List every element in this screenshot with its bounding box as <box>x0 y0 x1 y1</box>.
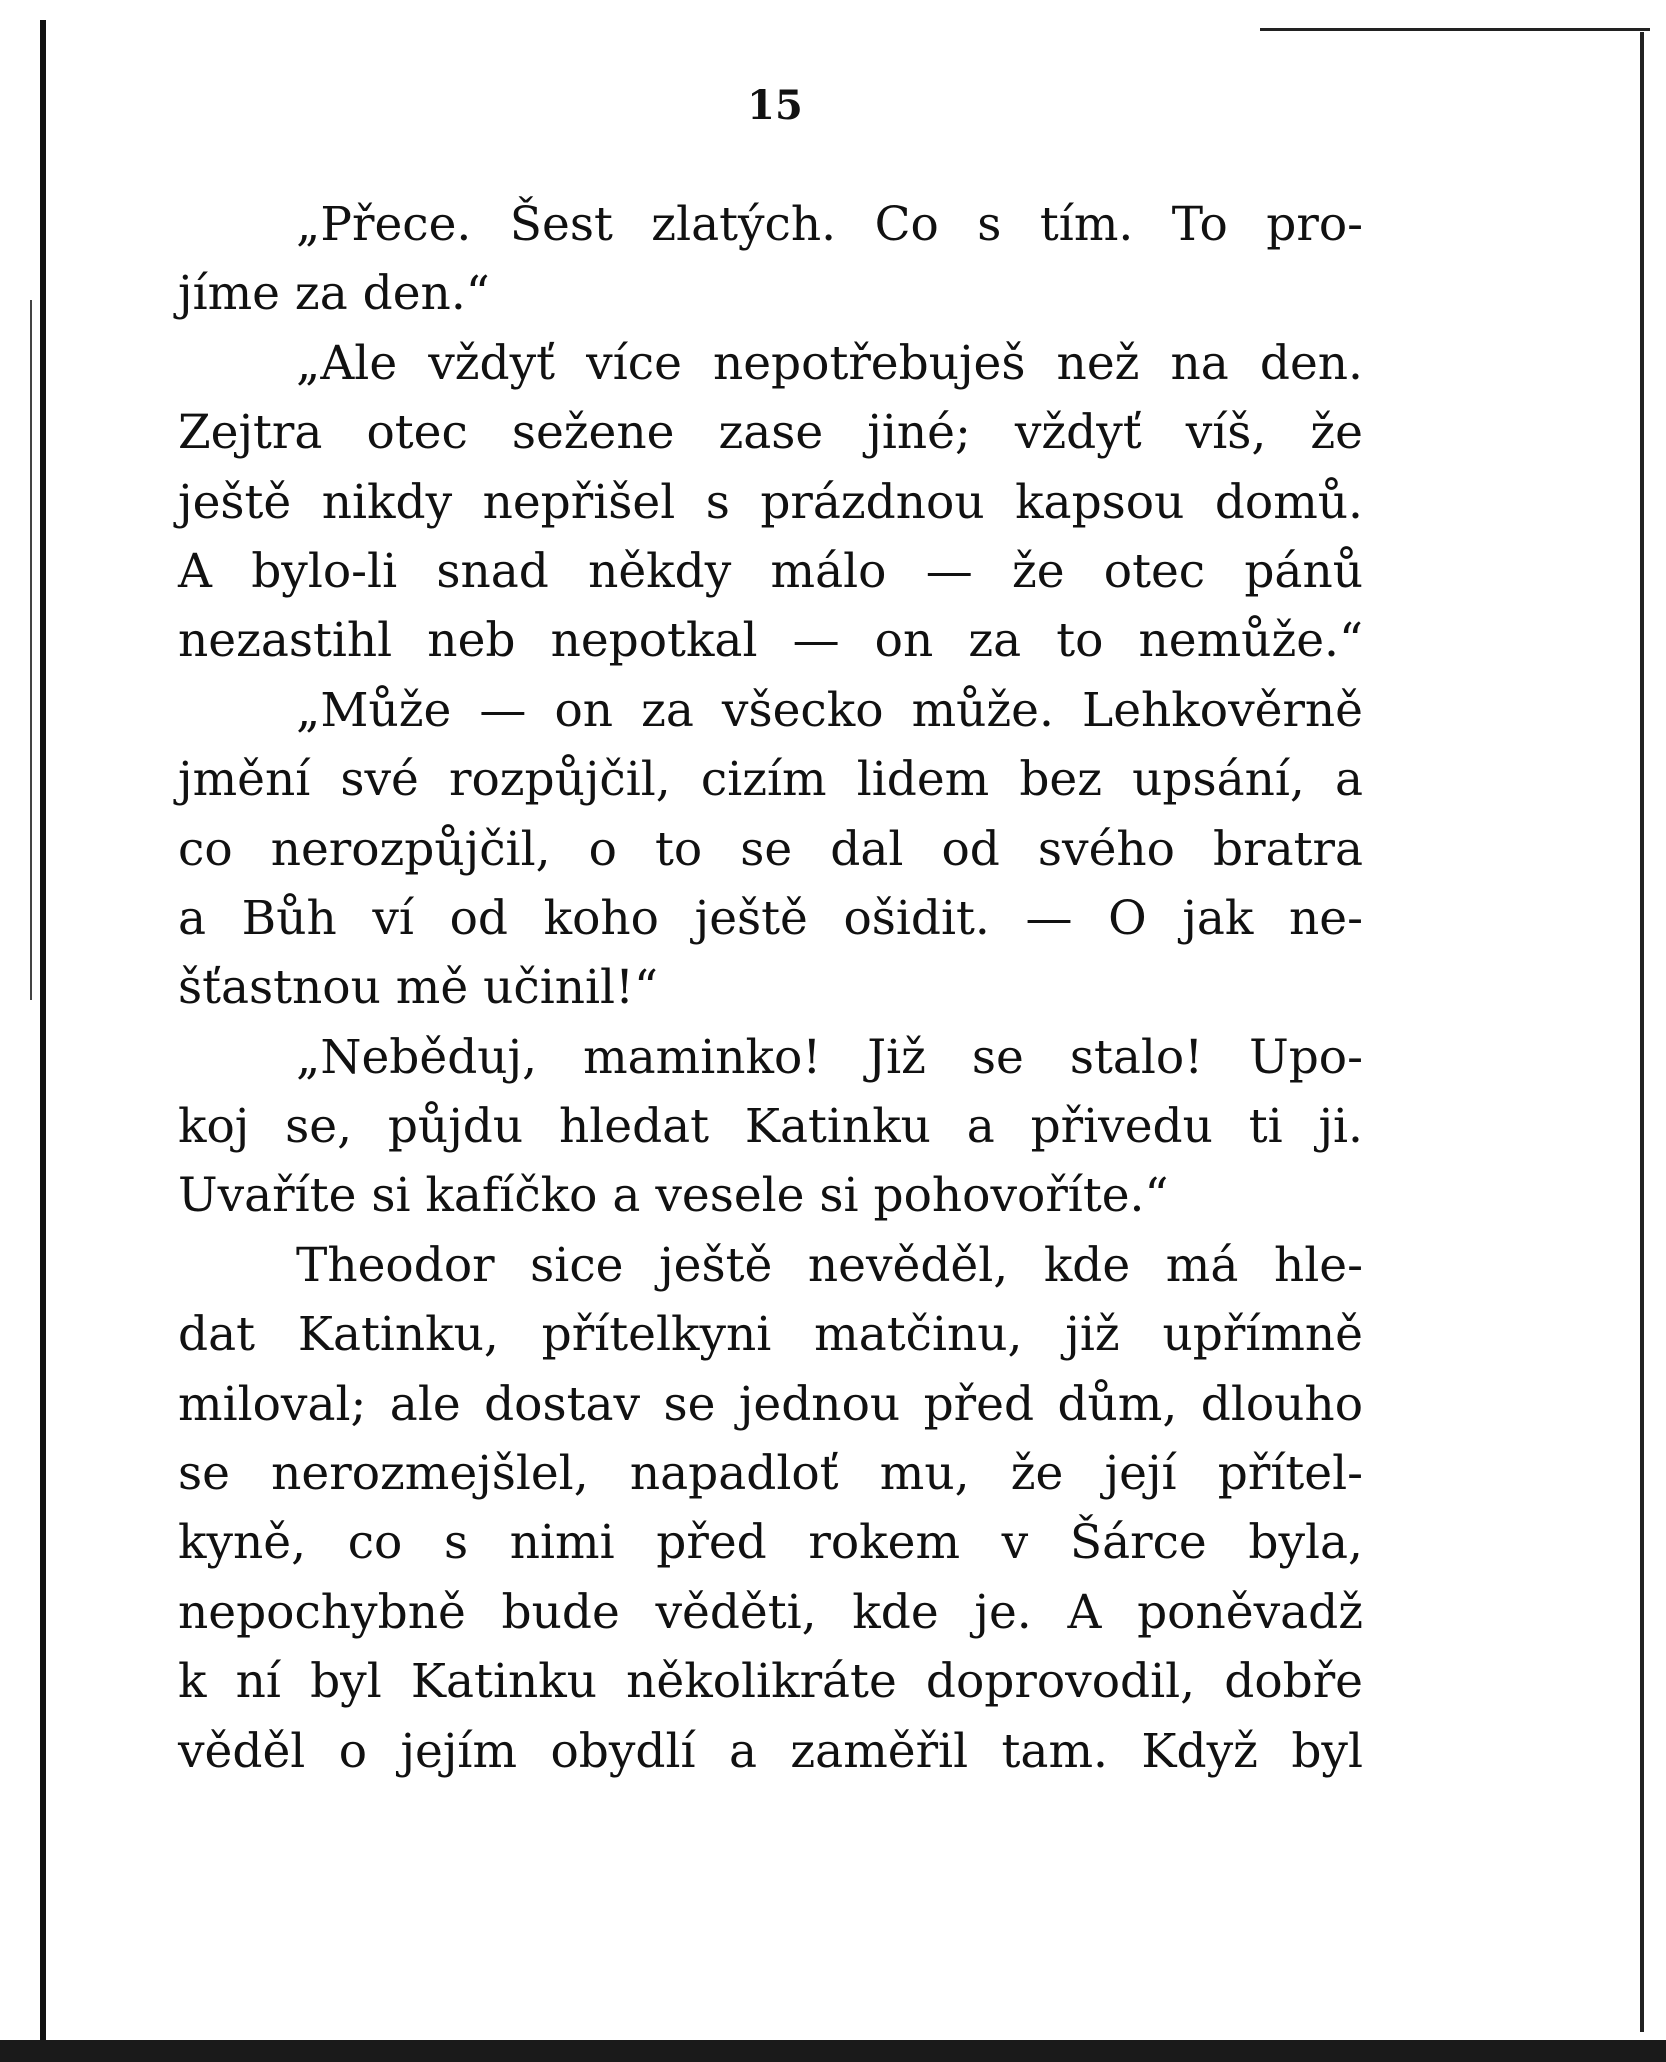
text-line: věděl o jejím obydlí a zaměřil tam. Když byl <box>178 1723 1363 1779</box>
text-line: nezastihl neb nepotkal — on za to nemůže.“ <box>178 613 1363 669</box>
text-line: šťastnou mě učinil!“ <box>178 960 659 1016</box>
body-text <box>178 190 1363 1786</box>
text-line: „Ale vždyť více nepotřebuješ než na den. <box>296 335 1363 391</box>
text-line: ještě nikdy nepřišel s prázdnou kapsou domů. <box>178 474 1363 530</box>
text-line: jíme za den.“ <box>178 266 490 322</box>
page-bottom-edge <box>0 2040 1666 2062</box>
text-line: dat Katinku, přítelkyni matčinu, již upřímně <box>178 1307 1363 1363</box>
text-line: miloval; ale dostav se jednou před dům, dlouho <box>178 1376 1363 1432</box>
text-line: Zejtra otec sežene zase jiné; vždyť víš, že <box>178 405 1363 461</box>
text-line: „Může — on za všecko může. Lehkověrně <box>296 682 1363 738</box>
text-line: nepochybně bude věděti, kde je. A poněvadž <box>178 1584 1363 1640</box>
text-line: „Přece. Šest zlatých. Co s tím. To pro- <box>296 197 1363 252</box>
text-line: jmění své rozpůjčil, cizím lidem bez upsání, a <box>178 752 1363 808</box>
binding-edge-shadow <box>30 300 32 1000</box>
text-line: co nerozpůjčil, o to se dal od svého bratra <box>178 821 1363 877</box>
page-right-edge <box>1640 32 1644 2032</box>
text-line: k ní byl Katinku několikráte doprovodil, dobře <box>178 1654 1363 1710</box>
text-line: Theodor sice ještě nevěděl, kde má hle- <box>296 1237 1363 1293</box>
text-line: Uvaříte si kafíčko a vesele si pohovoříte.“ <box>178 1168 1169 1224</box>
text-line: se nerozmejšlel, napadloť mu, že její přítel- <box>178 1446 1363 1502</box>
text-line: kyně, co s nimi před rokem v Šárce byla, <box>178 1515 1363 1571</box>
text-line: a Bůh ví od koho ještě ošidit. — O jak ne- <box>178 890 1363 946</box>
text-line: „Neběduj, maminko! Již se stalo! Upo- <box>296 1029 1363 1085</box>
binding-edge <box>40 20 46 2040</box>
page-number: 15 <box>747 82 803 129</box>
page-top-edge <box>1260 28 1650 31</box>
text-line: koj se, půjdu hledat Katinku a přivedu ti ji. <box>178 1099 1363 1155</box>
text-line: A bylo-li snad někdy málo — že otec pánů <box>178 543 1363 599</box>
